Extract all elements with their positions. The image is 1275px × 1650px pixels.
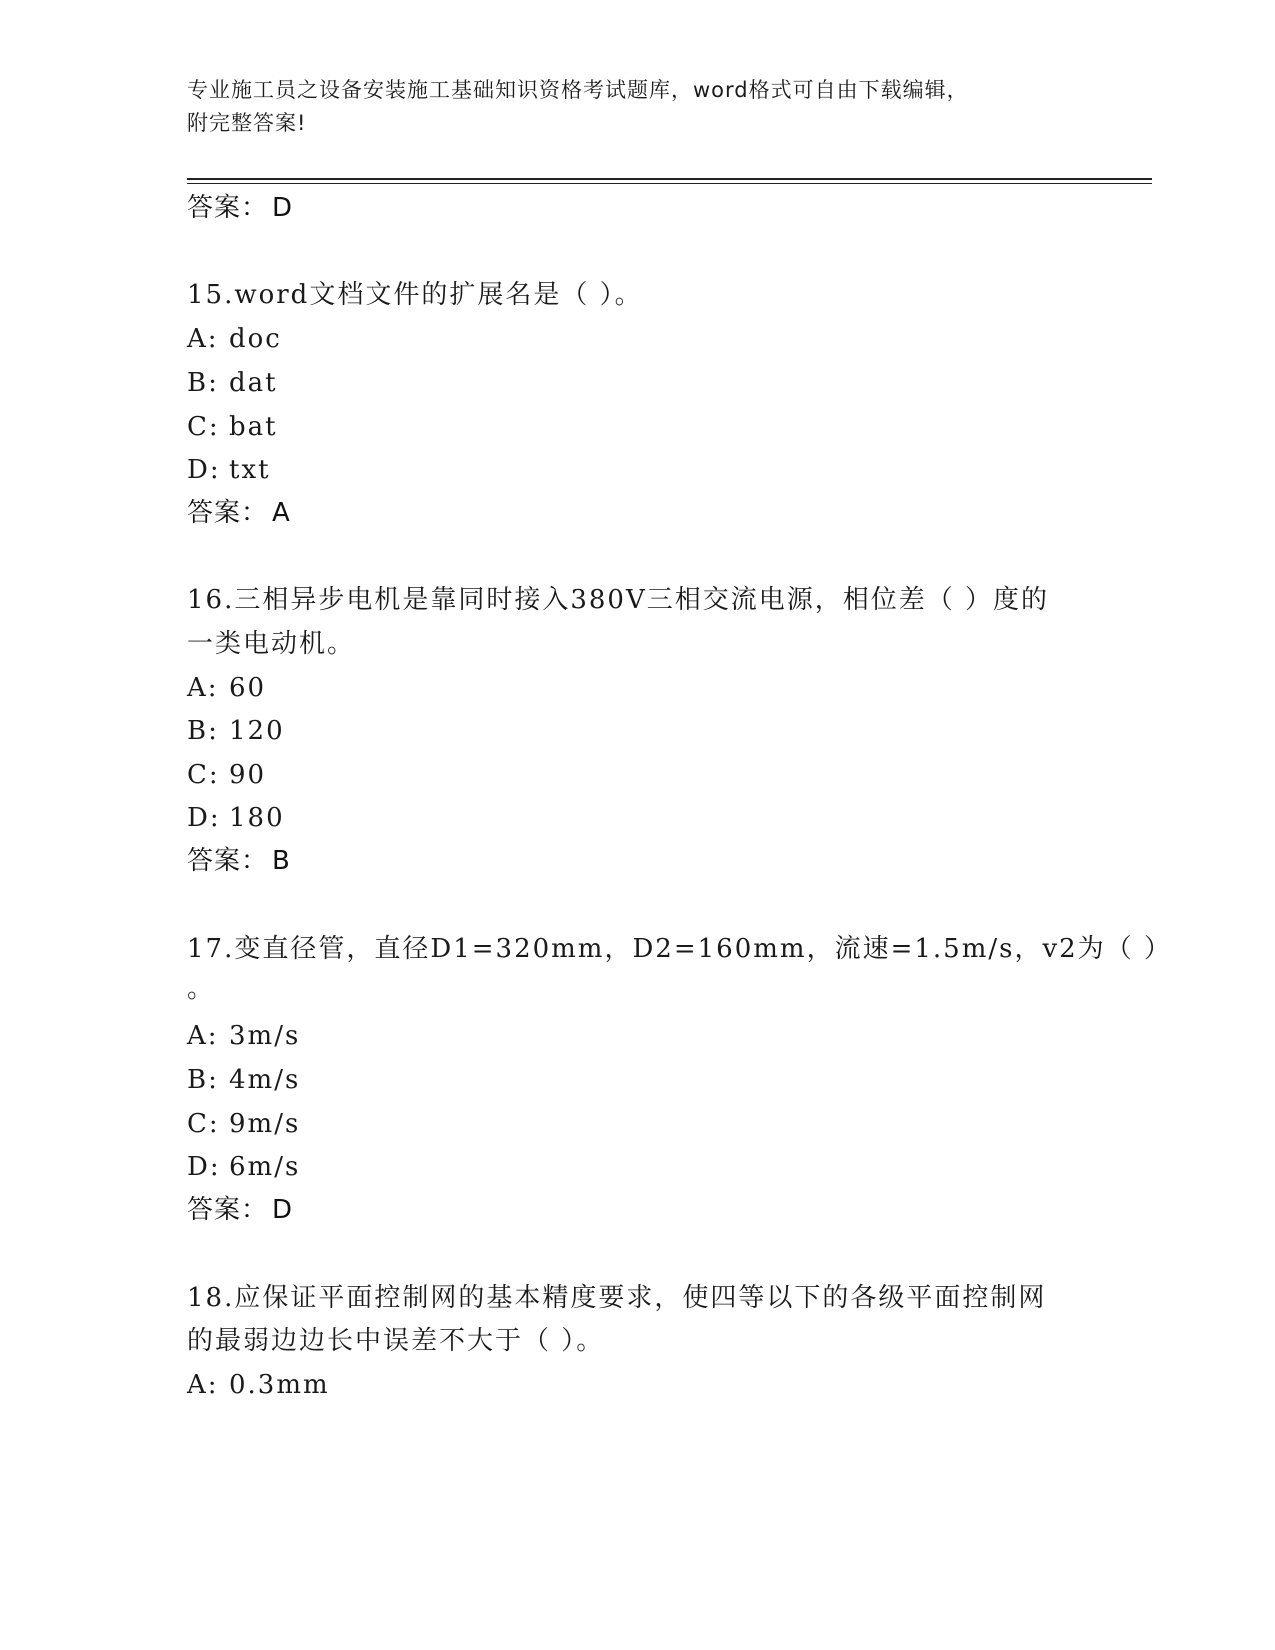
answer-value: D [272,193,293,223]
question-15-option-d [187,453,271,487]
option-letter: A: [187,673,219,703]
option-text: doc [229,324,282,354]
option-letter: A: [187,1370,219,1400]
question-15-option-a [187,322,282,356]
header-divider-thin [187,183,1152,184]
option-text: 3m/s [229,1021,301,1051]
answer-label: 答案： [187,498,269,528]
option-letter: C: [187,760,220,790]
option-text: 9m/s [229,1109,301,1139]
header-divider-thick [187,178,1152,180]
answer-label: 答案： [187,846,269,876]
question-17-option-d [187,1150,300,1184]
option-letter: C: [187,412,220,442]
answer-value: B [272,846,290,876]
question-16-option-d [187,801,285,835]
question-17-stem-line-2: 。 [187,974,216,1004]
question-15-option-c [187,410,278,444]
option-text: 6m/s [229,1152,301,1182]
question-16-answer [187,844,290,878]
option-letter: B: [187,1065,219,1095]
question-17-stem-line-1: 17.变直径管，直径D1=320mm，D2=160mm，流速=1.5m/s，v2为（ ） [187,934,1172,964]
answer-value: A [272,498,290,528]
answer-label: 答案： [187,193,269,223]
question-17-option-c [187,1107,300,1141]
answer-label: 答案： [187,1195,269,1225]
question-15-answer [187,496,290,530]
option-text: bat [229,412,278,442]
option-letter: A: [187,324,219,354]
question-16-option-b [187,714,285,748]
option-letter: B: [187,368,219,398]
question-15-option-b [187,366,278,400]
option-text: dat [229,368,278,398]
question-18-option-a [187,1368,330,1402]
option-text: 0.3mm [229,1370,330,1400]
question-16-option-c [187,758,266,792]
question-18-stem-line-1: 18.应保证平面控制网的基本精度要求，使四等以下的各级平面控制网 [187,1283,1047,1313]
option-letter: D: [187,1152,221,1182]
option-text: 90 [229,760,267,790]
option-text: 120 [229,716,285,746]
question-17-answer [187,1193,292,1227]
question-17-option-b [187,1063,300,1097]
option-letter: C: [187,1109,220,1139]
answer-line [187,191,292,225]
question-16-stem-line-1: 16.三相异步电机是靠同时接入380V三相交流电源，相位差（ ）度的 [187,585,1050,615]
question-18-stem-line-2: 的最弱边边长中误差不大于（ ）。 [187,1326,605,1356]
option-letter: B: [187,716,219,746]
option-text: txt [229,455,271,485]
question-16-stem-line-2: 一类电动机。 [187,629,356,659]
question-15-stem: 15.word文档文件的扩展名是（ ）。 [187,280,643,310]
header-line-1: 专业施工员之设备安装施工基础知识资格考试题库，word格式可自由下载编辑， [187,78,969,102]
option-letter: A: [187,1021,219,1051]
question-16-option-a [187,671,266,705]
header-line-2: 附完整答案! [187,111,307,135]
option-text: 4m/s [229,1065,301,1095]
answer-value: D [272,1195,293,1225]
option-letter: D: [187,803,221,833]
document-header [187,74,1067,140]
question-17-option-a [187,1019,300,1053]
option-text: 60 [229,673,267,703]
option-letter: D: [187,455,221,485]
option-text: 180 [229,803,285,833]
